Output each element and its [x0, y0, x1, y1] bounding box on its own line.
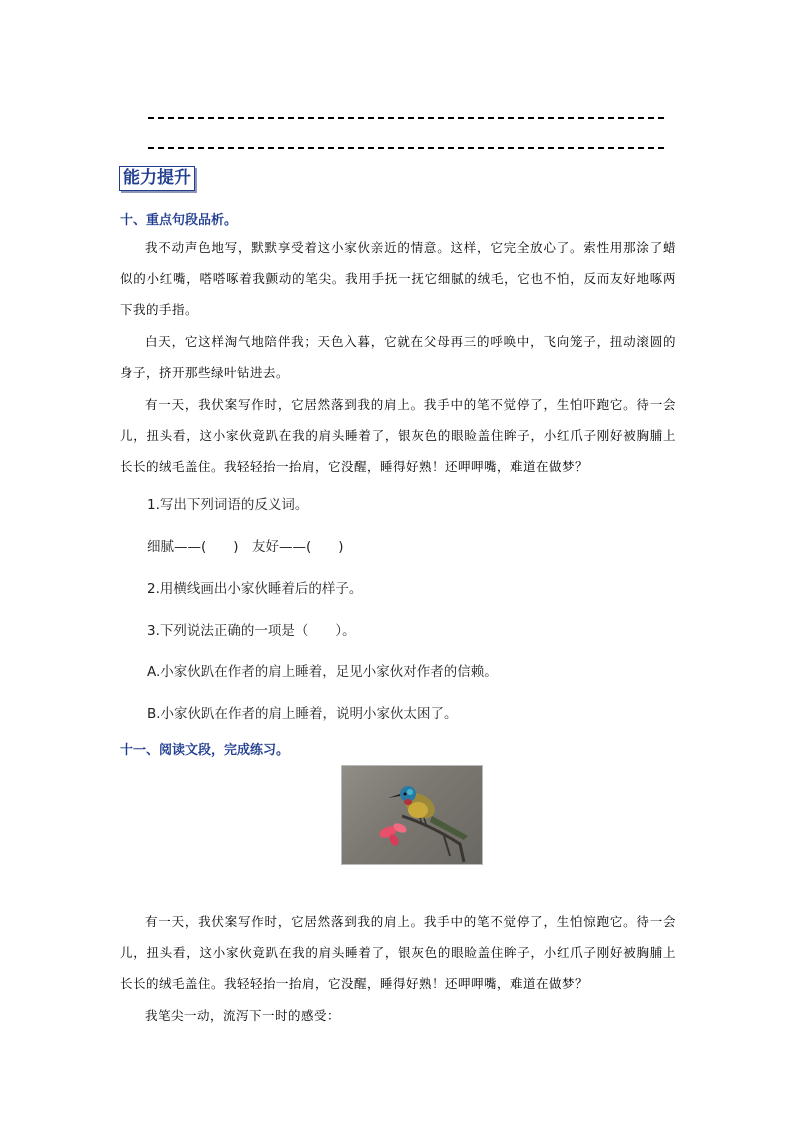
question-1-blanks: 细腻——( ) 友好——( )	[147, 539, 344, 555]
section-heading-10: 十、重点句段品析。	[120, 213, 238, 228]
passage-paragraph: 我笔尖一动，流泻下一时的感受：	[145, 1008, 341, 1023]
bird-photo	[341, 765, 483, 865]
passage-paragraph: 有一天，我伏案写作时，它居然落到我的肩上。我手中的笔不觉停了，生怕惊跑它。待一会儿，扭头看，这小家伙竟趴在我的肩头睡着了，银灰色的眼睑盖住眸子，小红爪子刚好被胸脯上长长的绒毛盖住。我轻轻抬一抬肩，它没醒，睡得好熟！还呷呷嘴，难道在做梦？	[120, 914, 676, 991]
passage-paragraph: 有一天，我伏案写作时，它居然落到我的肩上。我手中的笔不觉停了，生怕吓跑它。待一会儿，扭头看，这小家伙竟趴在我的肩头睡着了，银灰色的眼睑盖住眸子，小红爪子刚好被胸脯上长长的绒毛盖住。我轻轻抬一抬肩，它没醒，睡得好熟！还呷呷嘴，难道在做梦？	[120, 397, 676, 474]
option-b: B.小家伙趴在作者的肩上睡着，说明小家伙太困了。	[147, 706, 458, 722]
answer-dashed-line	[148, 117, 664, 119]
passage-paragraph: 白天，它这样淘气地陪伴我；天色入暮，它就在父母再三的呼唤中，飞向笼子，扭动滚圆的身子，挤开那些绿叶钻进去。	[120, 334, 676, 380]
section-badge: 能力提升	[119, 166, 195, 191]
passage-paragraph: 我不动声色地写，默默享受着这小家伙亲近的情意。这样，它完全放心了。索性用那涂了蜡似的小红嘴，嗒嗒啄着我颤动的笔尖。我用手抚一抚它细腻的绒毛，它也不怕，反而友好地啄两下我的手指。	[120, 240, 676, 317]
answer-dashed-line	[148, 147, 664, 149]
question-2: 2.用横线画出小家伙睡着后的样子。	[147, 581, 363, 597]
section-heading-11: 十一、阅读文段，完成练习。	[120, 743, 290, 758]
bird-icon	[342, 766, 482, 864]
question-3: 3.下列说法正确的一项是（ ）。	[147, 623, 356, 639]
option-a: A.小家伙趴在作者的肩上睡着，足见小家伙对作者的信赖。	[147, 664, 498, 680]
question-1: 1.写出下列词语的反义词。	[147, 497, 309, 513]
